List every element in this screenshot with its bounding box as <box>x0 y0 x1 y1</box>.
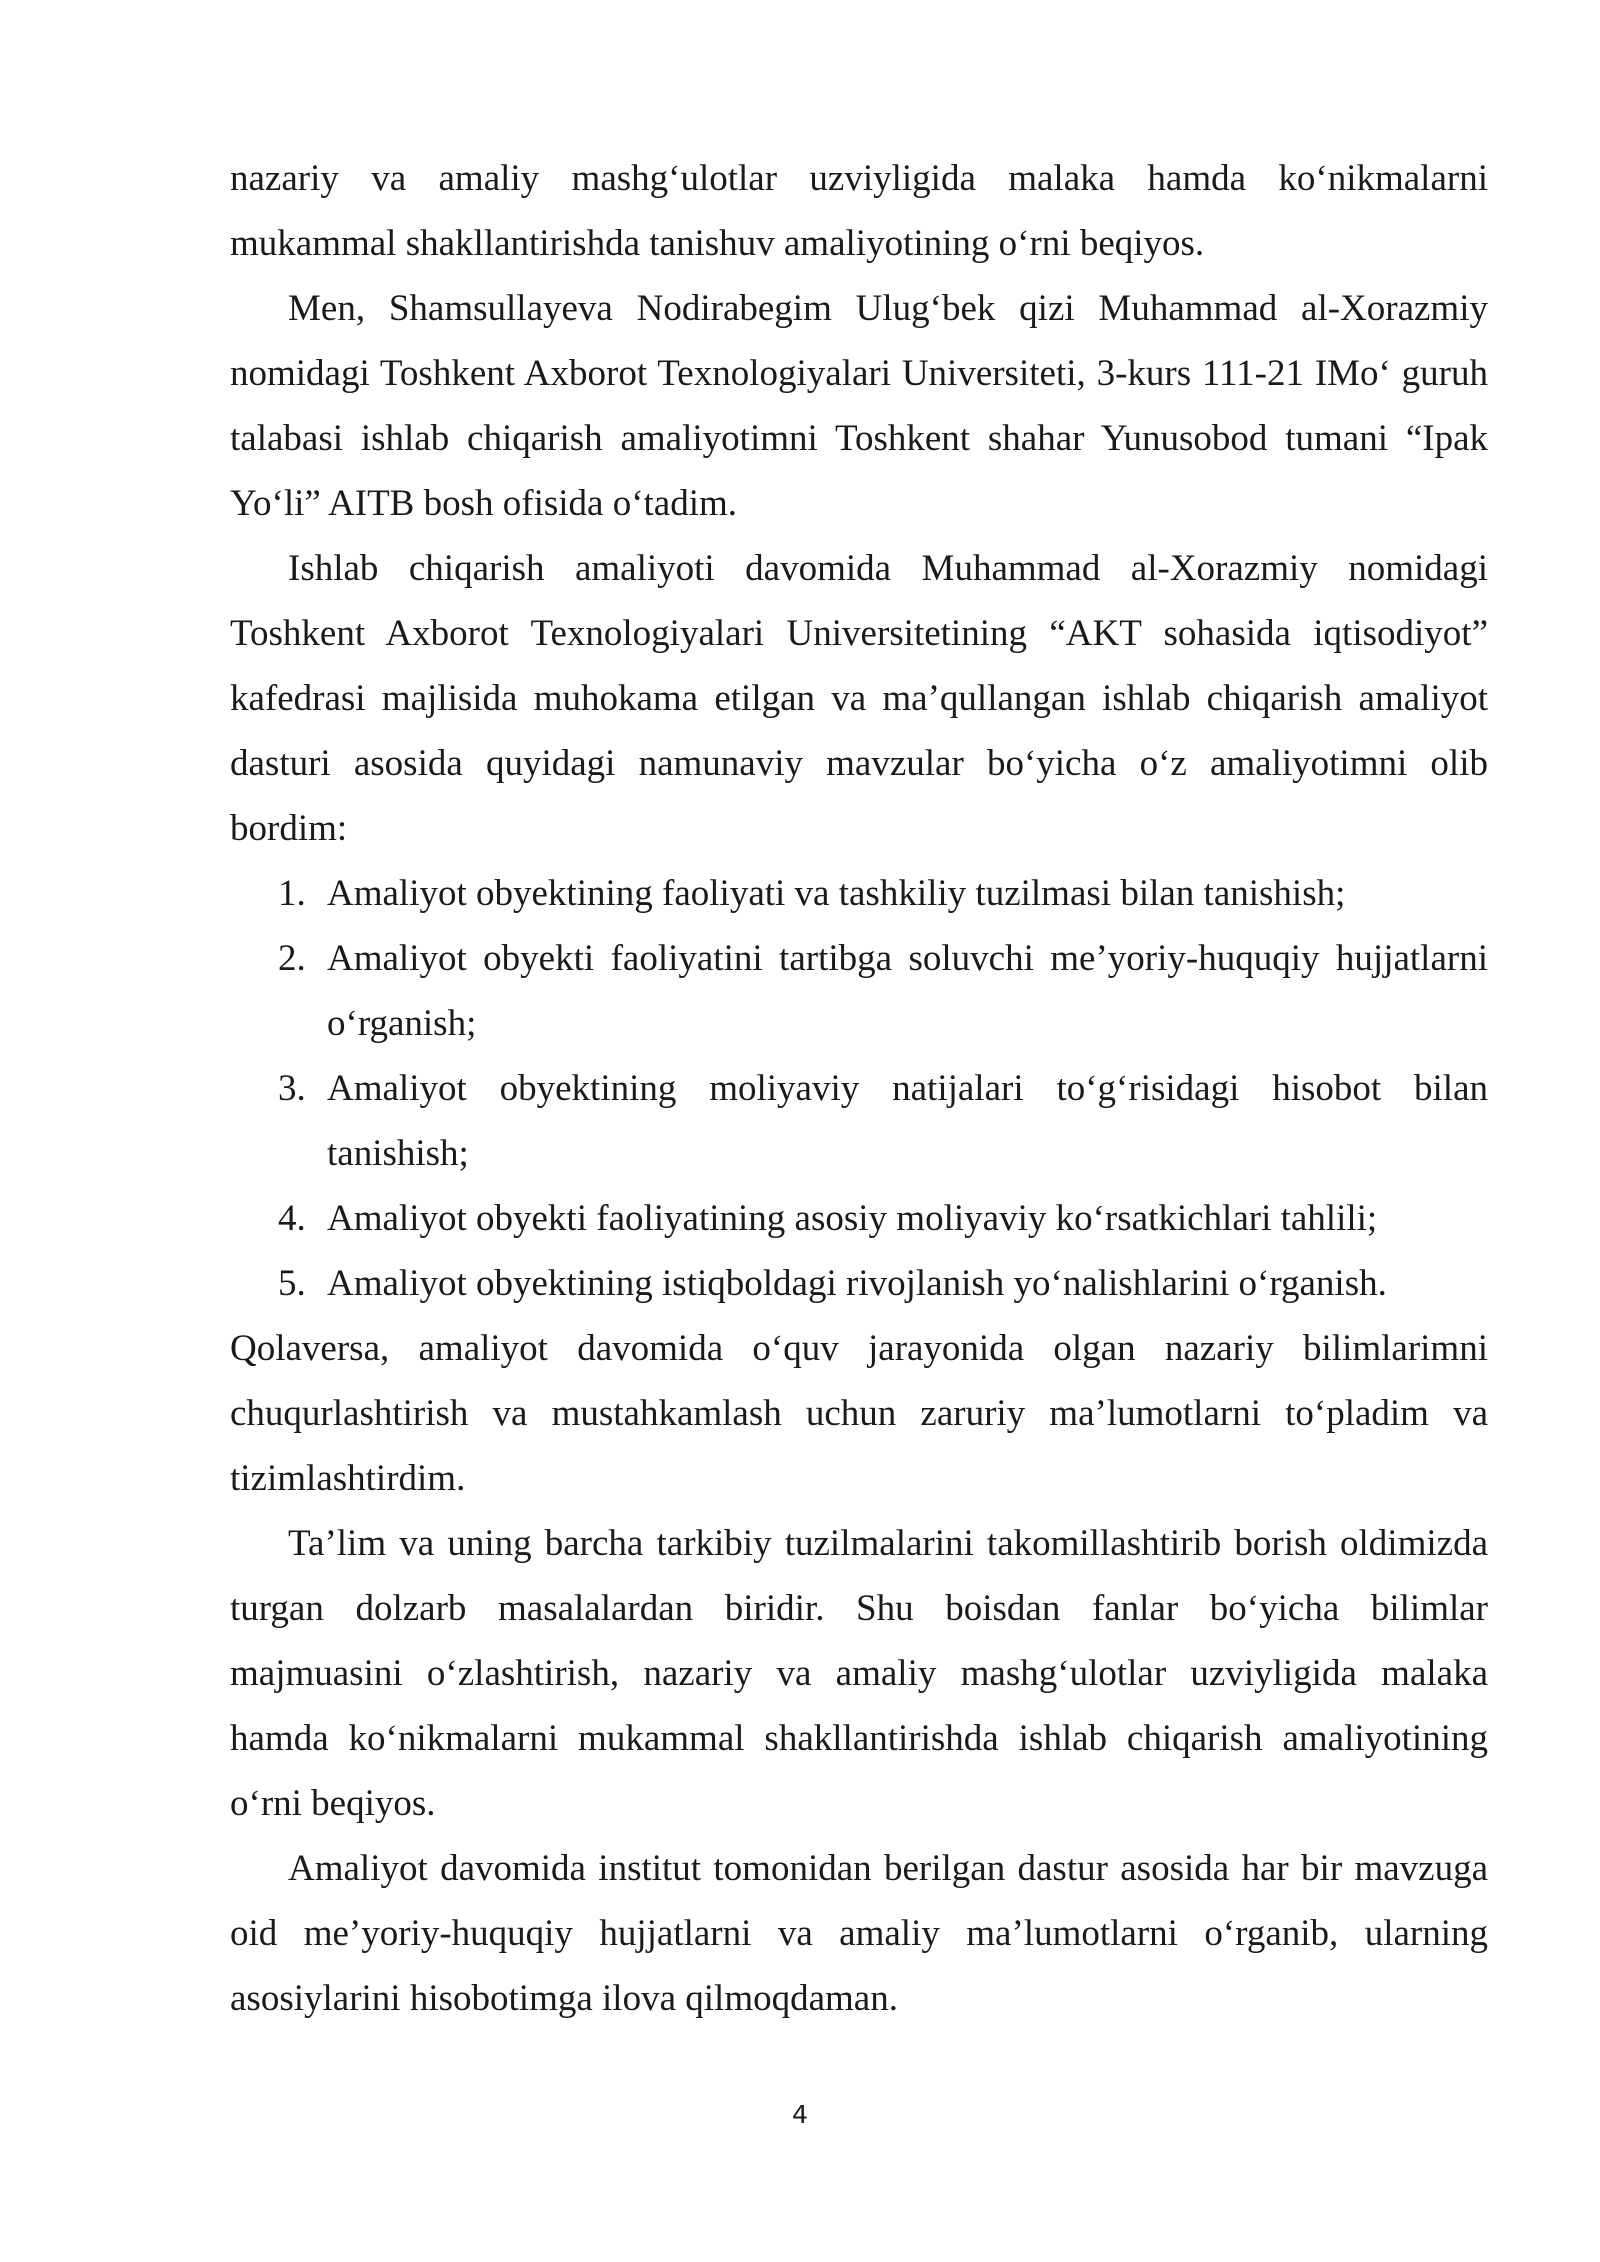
list-item-number: 2. <box>278 938 306 979</box>
list-item <box>230 926 1488 1056</box>
list-item-number: 5. <box>278 1263 306 1304</box>
paragraph-intro-continuation: nazariy va amaliy mashg‘ulotlar uzviyligida malaka hamda ko‘nikmalarni mukammal shakllantirishda tanishuv amaliyotining o‘rni beqiyos. <box>230 158 1488 264</box>
list-item-text: Amaliyot obyekti faoliyatini tartibga soluvchi me’yoriy-huquqiy hujjatlarni o‘rganish; <box>327 938 1488 1044</box>
list-item-text: Amaliyot obyektining istiqboldagi rivojlanish yo‘nalishlarini o‘rganish. <box>327 1263 1387 1304</box>
paragraph-practice-program: Ishlab chiqarish amaliyoti davomida Muhammad al-Xorazmiy nomidagi Toshkent Axborot Texnologiyalari Universitetining “AKT sohasida iqtisodiyot” kafedrasi majlisida muhokama etilgan va ma’qullangan ishlab chiqarish amaliyot dasturi asosida quyidagi namunaviy mavzular bo‘yicha o‘z amaliyotimni olib bordim: <box>230 548 1488 849</box>
list-item <box>230 861 1488 926</box>
paragraph-conclusion: Amaliyot davomida institut tomonidan berilgan dastur asosida har bir mavzuga oid me’yoriy-huquqiy hujjatlarni va amaliy ma’lumotlarni o‘rganib, ularning asosiylarini hisobotimga ilova qilmoqdaman. <box>230 1848 1488 2019</box>
list-item <box>230 1056 1488 1186</box>
list-item-number: 3. <box>278 1068 306 1109</box>
page-number: 4 <box>792 2100 808 2129</box>
list-item <box>230 1186 1488 1251</box>
list-item-text: Amaliyot obyektining faoliyati va tashkiliy tuzilmasi bilan tanishish; <box>327 873 1346 914</box>
paragraph-education: Ta’lim va uning barcha tarkibiy tuzilmalarini takomillashtirib borish oldimizda turgan dolzarb masalalardan biridir. Shu boisdan fanlar bo‘yicha bilimlar majmuasini o‘zlashtirish, nazariy va amaliy mashg‘ulotlar uzviyligida malaka hamda ko‘nikmalarni mukammal shakllantirishda ishlab chiqarish amaliyotining o‘rni beqiyos. <box>230 1523 1488 1824</box>
list-item-number: 1. <box>278 873 306 914</box>
document-body <box>230 146 1488 2031</box>
list-item-text: Amaliyot obyektining moliyaviy natijalari to‘g‘risidagi hisobot bilan tanishish; <box>327 1068 1488 1174</box>
paragraph-student-info: Men, Shamsullayeva Nodirabegim Ulug‘bek qizi Muhammad al-Xorazmiy nomidagi Toshkent Axborot Texnologiyalari Universiteti, 3-kurs 111-21 IMo‘ guruh talabasi ishlab chiqarish amaliyotimni Toshkent shahar Yunusobod tumani “Ipak Yo‘li” AITB bosh ofisida o‘tadim. <box>230 288 1488 524</box>
topics-list <box>230 861 1488 1316</box>
list-item-number: 4. <box>278 1198 306 1239</box>
list-item <box>230 1251 1488 1316</box>
list-item-text: Amaliyot obyekti faoliyatining asosiy moliyaviy ko‘rsatkichlari tahlili; <box>327 1198 1378 1239</box>
paragraph-knowledge: Qolaversa, amaliyot davomida o‘quv jarayonida olgan nazariy bilimlarimni chuqurlashtirish va mustahkamlash uchun zaruriy ma’lumotlarni to‘pladim va tizimlashtirdim. <box>230 1328 1488 1499</box>
